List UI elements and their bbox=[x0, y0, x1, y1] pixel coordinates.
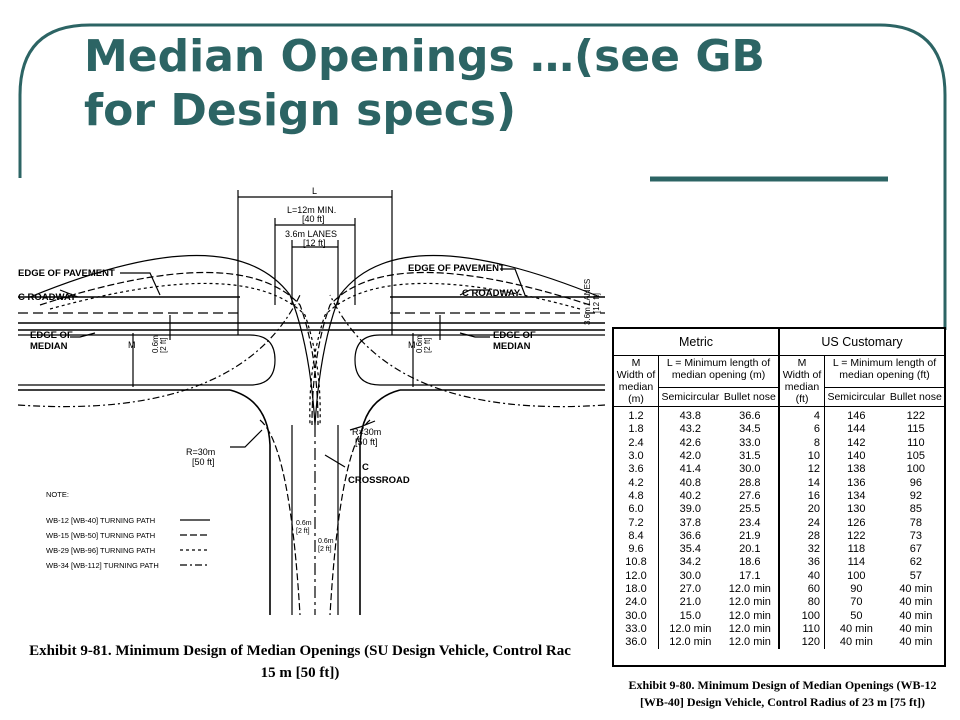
table-cell: 33.0 bbox=[614, 623, 659, 636]
table-cell: 21.0 bbox=[679, 596, 702, 609]
table-cell: 36.6 bbox=[722, 407, 779, 424]
table-cell: 78 bbox=[909, 516, 922, 529]
label-r-left-ft: [50 ft] bbox=[192, 457, 215, 467]
table-body bbox=[614, 407, 944, 650]
table-cell: 12.0 min bbox=[722, 623, 779, 636]
table-cell: 32 bbox=[779, 543, 825, 556]
table-cell: 12 bbox=[779, 463, 825, 476]
label-cl-crossroad-1: C bbox=[362, 462, 369, 473]
label-offset-left-ft: [2 ft] bbox=[159, 337, 168, 353]
label-edge-pavement-left: EDGE OF PAVEMENT bbox=[18, 268, 115, 279]
label-r-right-ft: [50 ft] bbox=[355, 437, 378, 447]
table-cell: 136 bbox=[847, 476, 866, 489]
table-cell: 30.0 bbox=[614, 609, 659, 622]
table-cell: 40 min bbox=[899, 583, 933, 595]
table-row bbox=[614, 407, 944, 424]
table-cell: 34.2 bbox=[679, 556, 702, 569]
table-cell: 142 bbox=[847, 436, 866, 449]
table-cell: 16 bbox=[779, 490, 825, 503]
us-m-header: M Width of median (ft) bbox=[779, 356, 825, 407]
label-lanes-vertical: 3.6m LANES bbox=[583, 278, 592, 325]
table-cell: 110 bbox=[907, 436, 925, 449]
label-edge-median-left-2: MEDIAN bbox=[30, 341, 68, 352]
label-bottom-offset-2-ft: [2 ft] bbox=[318, 546, 332, 553]
label-bottom-offset-2: 0.6m bbox=[318, 538, 334, 545]
table-row bbox=[614, 437, 944, 450]
table-cell: 14 bbox=[779, 476, 825, 489]
label-edge-pavement-right: EDGE OF PAVEMENT bbox=[408, 263, 505, 274]
table-cell: 1.8 bbox=[614, 423, 659, 436]
table-cell: 114 bbox=[847, 556, 866, 569]
metric-semicircular-header: Semicircular bbox=[659, 388, 722, 407]
table-cell: 100 bbox=[906, 463, 926, 476]
diagram-caption-line: Exhibit 9-81. Minimum Design of Median Openings (SU Design Vehicle, Control Rac bbox=[29, 643, 571, 659]
table-cell: 43.8 bbox=[679, 410, 702, 423]
table-cell: 40 bbox=[779, 570, 825, 583]
legend-item: WB-34 [WB-112] TURNING PATH bbox=[46, 561, 159, 570]
table-cell: 15.0 bbox=[679, 609, 702, 622]
table-cell: 4 bbox=[779, 407, 825, 424]
table-row bbox=[614, 530, 944, 543]
table-cell: 40 min bbox=[899, 609, 933, 622]
table-cell: 12.0 min bbox=[722, 596, 779, 609]
table-row bbox=[614, 476, 944, 489]
table-cell: 28 bbox=[779, 530, 825, 543]
table-cell: 134 bbox=[847, 489, 866, 502]
table-cell: 24 bbox=[779, 516, 825, 529]
table-cell: 6.0 bbox=[614, 503, 659, 516]
table-cell: 30.0 bbox=[722, 463, 779, 476]
table-cell: 42.6 bbox=[679, 436, 702, 449]
table-cell: 40 min bbox=[899, 636, 933, 649]
table-cell: 12.0 min bbox=[669, 622, 712, 635]
table-cell: 8 bbox=[779, 437, 825, 450]
table-cell: 28.8 bbox=[722, 476, 779, 489]
table-caption bbox=[610, 677, 955, 711]
table-cell: 100 bbox=[779, 609, 825, 622]
label-r-right: R=30m bbox=[352, 427, 382, 437]
label-offset-left: 0.6m bbox=[151, 335, 160, 353]
table-cell: 41.4 bbox=[679, 463, 702, 476]
label-offset-right: 0.6m bbox=[415, 335, 424, 353]
table-cell: 21.9 bbox=[722, 530, 779, 543]
label-lanes: 3.6m LANES bbox=[285, 229, 338, 239]
table-row bbox=[614, 570, 944, 583]
table-cell: 4.2 bbox=[614, 476, 659, 489]
table-cell: 10.8 bbox=[614, 556, 659, 569]
label-m-right: M bbox=[408, 340, 416, 350]
table-cell: 30.0 bbox=[679, 569, 702, 582]
table-cell: 25.5 bbox=[722, 503, 779, 516]
label-cl-roadway-right: C ROADWAY bbox=[462, 288, 521, 299]
table-cell: 35.4 bbox=[679, 543, 702, 556]
table-cell: 40 min bbox=[839, 636, 873, 649]
legend-item: WB-15 [WB-50] TURNING PATH bbox=[46, 531, 156, 540]
table-cell: 12.0 bbox=[614, 570, 659, 583]
table-cell: 42.0 bbox=[679, 450, 702, 463]
table-cell: 33.0 bbox=[722, 437, 779, 450]
table-cell: 57 bbox=[909, 569, 922, 582]
table-cell: 100 bbox=[847, 569, 866, 582]
table-cell: 40 min bbox=[899, 622, 933, 635]
diagram-caption bbox=[0, 640, 600, 684]
table-cell: 138 bbox=[847, 463, 866, 476]
table-cell: 73 bbox=[909, 529, 922, 542]
label-edge-median-right-1: EDGE OF bbox=[493, 330, 536, 341]
diagram-caption-line: 15 m [50 ft]) bbox=[260, 665, 340, 681]
us-customary-header: US Customary bbox=[779, 329, 944, 356]
table-cell: 122 bbox=[847, 529, 866, 542]
metric-header: Metric bbox=[614, 329, 779, 356]
table-cell: 67 bbox=[909, 543, 922, 556]
label-l: L bbox=[312, 186, 318, 196]
label-lanes-vertical-ft: [12 ft] bbox=[592, 292, 601, 313]
table-row bbox=[614, 463, 944, 476]
label-lanes-ft: [12 ft] bbox=[303, 238, 326, 248]
metric-l-header: L = Minimum length of median opening (m) bbox=[659, 356, 780, 388]
table-cell: 34.5 bbox=[722, 423, 779, 436]
table-cell: 23.4 bbox=[722, 516, 779, 529]
table-cell: 126 bbox=[847, 516, 866, 529]
table-cell: 20.1 bbox=[722, 543, 779, 556]
table-cell: 118 bbox=[847, 543, 866, 556]
table-cell: 8.4 bbox=[614, 530, 659, 543]
table-cell: 40 min bbox=[899, 596, 933, 609]
table-row bbox=[614, 543, 944, 556]
us-semicircular-header: Semicircular bbox=[825, 388, 888, 407]
label-bottom-offset-1-ft: [2 ft] bbox=[296, 528, 310, 535]
table-cell: 80 bbox=[779, 596, 825, 609]
table-row bbox=[614, 423, 944, 436]
table-cell: 62 bbox=[909, 556, 922, 569]
table-cell: 20 bbox=[779, 503, 825, 516]
table-row bbox=[614, 490, 944, 503]
table-cell: 18.6 bbox=[722, 556, 779, 569]
metric-m-header: M Width of median (m) bbox=[614, 356, 659, 407]
table-cell: 90 bbox=[850, 583, 863, 595]
table-cell: 122 bbox=[906, 410, 926, 423]
table-cell: 10 bbox=[779, 450, 825, 463]
table-cell: 12.0 min bbox=[722, 636, 779, 649]
table-row bbox=[614, 636, 944, 649]
page-title: Median Openings …(see GB for Design specs) bbox=[84, 31, 765, 136]
table-cell: 40.8 bbox=[679, 476, 702, 489]
label-cl-roadway-left: C ROADWAY bbox=[18, 292, 77, 303]
us-l-header: L = Minimum length of median opening (ft) bbox=[825, 356, 944, 388]
table-row bbox=[614, 623, 944, 636]
table-row bbox=[614, 596, 944, 609]
table-cell: 43.2 bbox=[679, 423, 702, 436]
table-cell: 12.0 min bbox=[722, 609, 779, 622]
table-row bbox=[614, 556, 944, 569]
label-l-min-ft: [40 ft] bbox=[302, 214, 325, 224]
legend-item: WB-29 [WB-96] TURNING PATH bbox=[46, 546, 156, 555]
label-edge-median-right-2: MEDIAN bbox=[493, 341, 531, 352]
table-cell: 2.4 bbox=[614, 437, 659, 450]
table-cell: 144 bbox=[847, 423, 866, 436]
table-cell: 12.0 min bbox=[669, 636, 712, 649]
table-cell: 96 bbox=[909, 476, 922, 489]
table-cell: 1.2 bbox=[614, 407, 659, 424]
table-row bbox=[614, 583, 944, 596]
legend-note: NOTE: bbox=[46, 490, 69, 499]
table-cell: 60 bbox=[779, 583, 825, 596]
label-l-min: L=12m MIN. bbox=[287, 205, 337, 215]
label-bottom-offset-1: 0.6m bbox=[296, 520, 312, 527]
table-cell: 40 min bbox=[839, 622, 873, 635]
table-cell: 140 bbox=[847, 450, 866, 463]
table-cell: 3.0 bbox=[614, 450, 659, 463]
table-row bbox=[614, 450, 944, 463]
table-row bbox=[614, 503, 944, 516]
table-cell: 70 bbox=[850, 596, 863, 609]
metric-bullet-header: Bullet nose bbox=[722, 388, 779, 407]
table-cell: 110 bbox=[779, 623, 825, 636]
table-cell: 36.0 bbox=[614, 636, 659, 649]
table-cell: 36 bbox=[779, 556, 825, 569]
table-cell: 85 bbox=[909, 503, 922, 516]
table-cell: 31.5 bbox=[722, 450, 779, 463]
table-cell: 9.6 bbox=[614, 543, 659, 556]
label-m-left: M bbox=[128, 340, 136, 350]
legend-item: WB-12 [WB-40] TURNING PATH bbox=[46, 516, 156, 525]
table-cell: 36.6 bbox=[679, 529, 702, 542]
table-row bbox=[614, 609, 944, 622]
table-cell: 146 bbox=[847, 410, 866, 423]
table-cell: 115 bbox=[907, 423, 925, 436]
table-cell: 4.8 bbox=[614, 490, 659, 503]
table-cell: 39.0 bbox=[679, 503, 702, 516]
table-cell: 130 bbox=[847, 503, 866, 516]
median-opening-table bbox=[612, 327, 946, 667]
table-cell: 18.0 bbox=[614, 583, 659, 596]
table-cell: 27.6 bbox=[722, 490, 779, 503]
table-cell: 24.0 bbox=[614, 596, 659, 609]
table-row bbox=[614, 516, 944, 529]
table-cell: 37.8 bbox=[679, 516, 702, 529]
table-cell: 12.0 min bbox=[722, 583, 779, 596]
table-cell: 105 bbox=[906, 450, 926, 463]
table-caption-line: Exhibit 9-80. Minimum Design of Median Openings (WB-12 bbox=[628, 678, 937, 692]
median-opening-diagram bbox=[0, 185, 605, 630]
label-cl-crossroad-2: CROSSROAD bbox=[348, 475, 410, 486]
table-cell: 27.0 bbox=[679, 583, 702, 595]
table-cell: 6 bbox=[779, 423, 825, 436]
table-cell: 50 bbox=[850, 609, 863, 622]
table-cell: 3.6 bbox=[614, 463, 659, 476]
table-cell: 120 bbox=[779, 636, 825, 649]
table-cell: 40.2 bbox=[679, 489, 702, 502]
label-offset-right-ft: [2 ft] bbox=[423, 337, 432, 353]
table-cell: 17.1 bbox=[722, 570, 779, 583]
table-caption-line: [WB-40] Design Vehicle, Control Radius of 23 m [75 ft]) bbox=[639, 695, 926, 709]
table-cell: 7.2 bbox=[614, 516, 659, 529]
label-edge-median-left-1: EDGE OF bbox=[30, 330, 73, 341]
label-r-left: R=30m bbox=[186, 447, 216, 457]
us-bullet-header: Bullet nose bbox=[888, 388, 944, 407]
table-cell: 92 bbox=[909, 489, 922, 502]
